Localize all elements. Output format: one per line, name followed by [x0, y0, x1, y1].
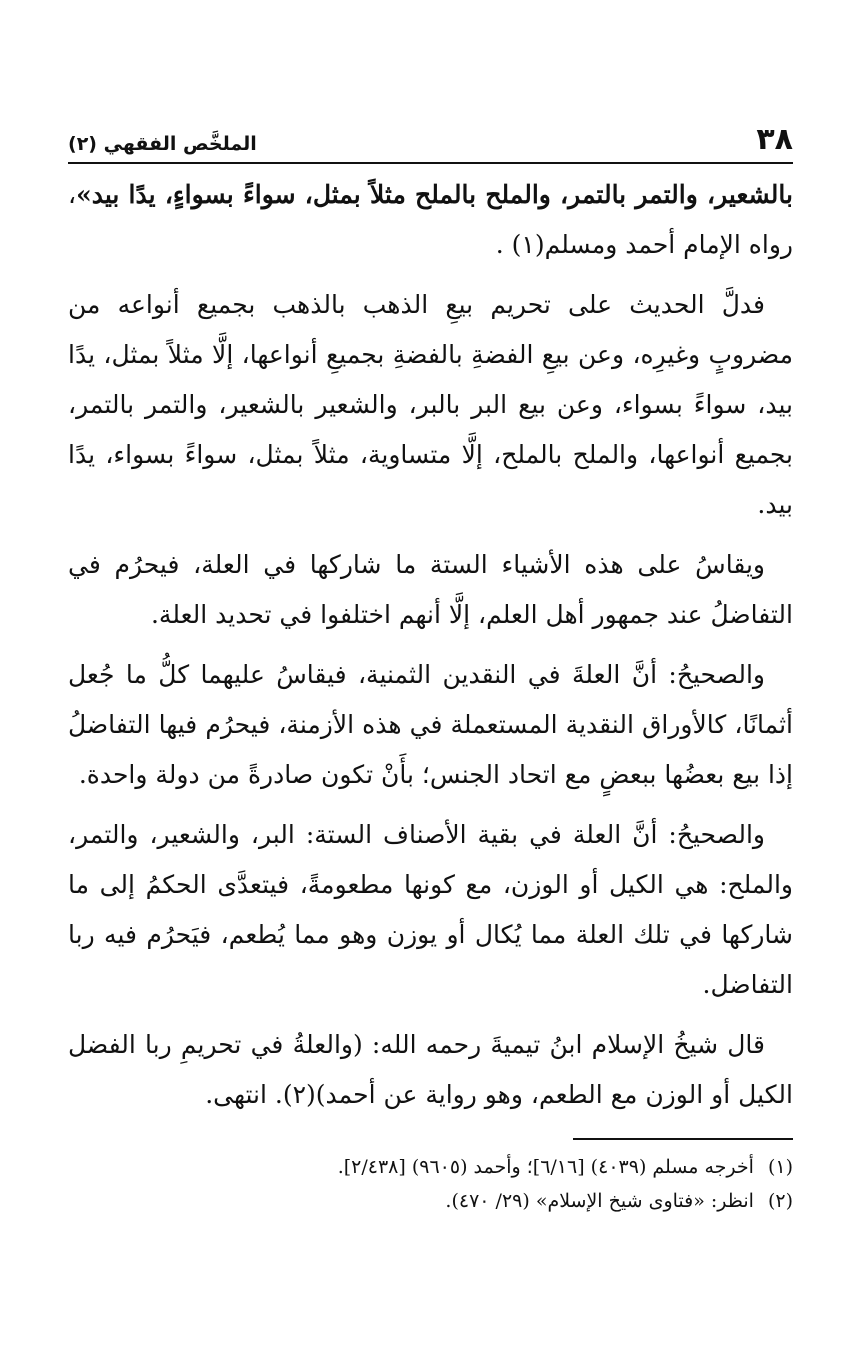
- paragraph-ibn-taymiyyah-quote: قال شيخُ الإسلام ابنُ تيميةَ رحمه الله: (والعلةُ في تحريمِ ربا الفضل الكيل أو الوزن مع الطعم، وهو رواية عن أحمد)(٢). انتهى.: [68, 1030, 793, 1109]
- footnote-number: (٢): [767, 1190, 793, 1212]
- hadith-quote-bold: بالشعير، والتمر بالتمر، والملح بالملح مثلاً بمثل، سواءً بسواءٍ، يدًا بيد»: [76, 180, 793, 209]
- book-page: [68, 118, 793, 1218]
- footnote-separator: [573, 1138, 793, 1140]
- running-header: [68, 118, 793, 164]
- paragraph-food-ruling: والصحيحُ: أنَّ العلة في بقية الأصناف الستة: البر، والشعير، والتمر، والملح: هي الكيل أو الوزن، مع كونها مطعومةً، فيتعدَّى الحكمُ إلى ما شاركها في تلك العلة مما يُكال أو يوزن وهو مما يُطعم، فيَحرُم فيه ربا التفاضل.: [68, 820, 793, 999]
- paragraph-currency-ruling: والصحيحُ: أنَّ العلةَ في النقدين الثمنية، فيقاسُ عليهما كلُّ ما جُعل أثمانًا، كالأوراق النقدية المستعملة في هذه الأزمنة، فيحرُم فيها التفاضلُ إذا بيع بعضُها ببعضٍ مع اتحاد الجنس؛ بأَنْ تكون صادرةً من دولة واحدة.: [68, 660, 793, 789]
- footnote-text: أخرجه مسلم (٤٠٣٩) [٦/١٦]؛ وأحمد (٩٦٠٥) [٢/٤٣٨].: [337, 1156, 754, 1178]
- paragraph-hadith-continuation: [68, 170, 793, 270]
- hadith-attribution: ، رواه الإمام أحمد ومسلم(١) .: [68, 180, 793, 259]
- page-number: ٣٨: [756, 122, 793, 157]
- paragraph-hadith-meaning: فدلَّ الحديث على تحريم بيعِ الذهب بالذهب بجميع أنواعه من مضروبٍ وغيرِه، وعن بيعِ الفضةِ بالفضةِ بجميعِ أنواعها، إلَّا مثلاً بمثل، يدًا بيد، سواءً بسواء، وعن بيع البر بالبر، والشعير بالشعير، والتمر بالتمر، بجميع أنواعها، والملح بالملح، إلَّا متساوية، مثلاً بمثل، سواءً بسواء، يدًا بيد.: [68, 290, 793, 519]
- main-text: [68, 170, 793, 1120]
- footnote-item: [68, 1150, 793, 1184]
- footnote-text: انظر: «فتاوى شيخ الإسلام» (٢٩/ ٤٧٠).: [445, 1190, 754, 1212]
- book-title: الملخَّص الفقهي (٢): [68, 133, 257, 155]
- footnotes: [68, 1150, 793, 1218]
- paragraph-analogy: ويقاسُ على هذه الأشياء الستة ما شاركها في العلة، فيحرُم في التفاضلُ عند جمهور أهل العلم، إلَّا أنهم اختلفوا في تحديد العلة.: [68, 550, 793, 629]
- footnote-number: (١): [767, 1156, 793, 1178]
- footnote-item: [68, 1184, 793, 1218]
